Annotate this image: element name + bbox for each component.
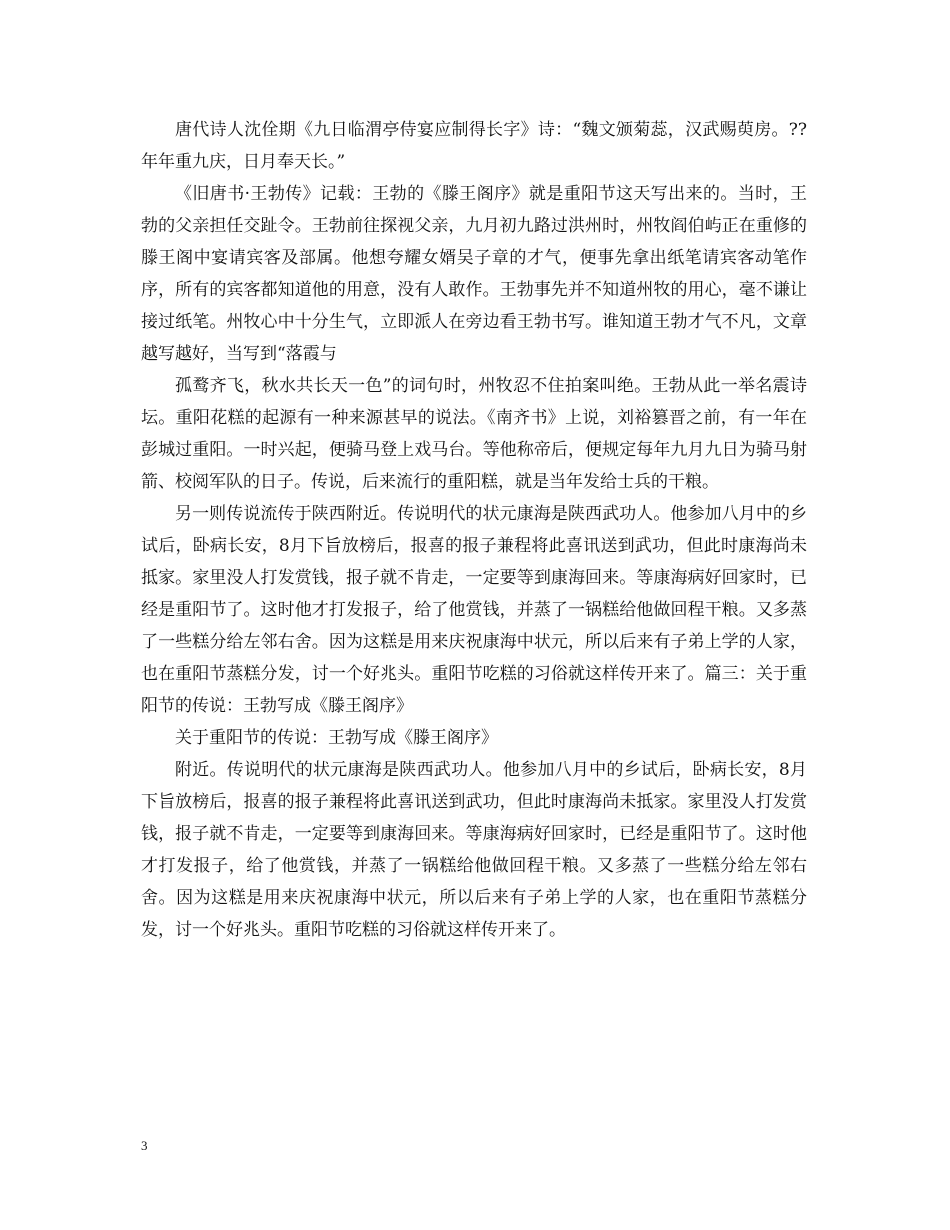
paragraph-wang-bo-story: 《旧唐书·王勃传》记载：王勃的《滕王阁序》就是重阳节这天写出来的。当时，王勃的父亲担任交趾令。王勃前往探视父亲，九月初九路过洪州时，州牧阎伯屿正在重修的滕王阁中宴请宾客及部属。他想夸耀女婿吴子章的才气，便事先拿出纸笔请宾客动笔作序，所有的宾客都知道他的用意，没有人敢作。王勃事先并不知道州牧的用心，毫不谦让接过纸笔。州牧心中十分生气，立即派人在旁边看王勃书写。谁知道王勃才气不凡，文章越写越好，当写到“落霞与 — [141, 184, 807, 364]
paragraph-poem-citation: 唐代诗人沈佺期《九日临渭亭侍宴应制得长字》诗：“魏文颁菊蕊，汉武赐萸房。??年年重九庆，日月奉天长。” — [141, 120, 807, 172]
paragraph-chongyang-cake-origin: 孤鹜齐飞，秋水共长天一色”的词句时，州牧忍不住拍案叫绝。王勃从此一举名震诗坛。重阳花糕的起源有一种来源甚早的说法。《南齐书》上说，刘裕篡晋之前，有一年在彭城过重阳。一时兴起，便骑马登上戏马台。等他称帝后，便规定每年九月九日为骑马射箭、校阅军队的日子。传说，后来流行的重阳糕，就是当年发给士兵的干粮。 — [141, 376, 807, 492]
page-number: 3 — [141, 1138, 148, 1153]
paragraph-kang-hai-legend: 另一则传说流传于陕西附近。传说明代的状元康海是陕西武功人。他参加八月中的乡试后，卧病长安，8月下旨放榜后，报喜的报子兼程将此喜讯送到武功，但此时康海尚未抵家。家里没人打发赏钱，报子就不肯走，一定要等到康海回来。等康海病好回家时，已经是重阳节了。这时他才打发报子，给了他赏钱，并蒸了一锅糕给他做回程干粮。又多蒸了一些糕分给左邻右舍。因为这糕是用来庆祝康海中状元，所以后来有子弟上学的人家，也在重阳节蒸糕分发，讨一个好兆头。重阳节吃糕的习俗就这样传开来了。篇三：关于重阳节的传说：王勃写成《滕王阁序》 — [141, 504, 807, 716]
paragraph-kang-hai-legend-repeat: 附近。传说明代的状元康海是陕西武功人。他参加八月中的乡试后，卧病长安，8月下旨放榜后，报喜的报子兼程将此喜讯送到武功，但此时康海尚未抵家。家里没人打发赏钱，报子就不肯走，一定要等到康海回来。等康海病好回家时，已经是重阳节了。这时他才打发报子，给了他赏钱，并蒸了一锅糕给他做回程干粮。又多蒸了一些糕分给左邻右舍。因为这糕是用来庆祝康海中状元，所以后来有子弟上学的人家，也在重阳节蒸糕分发，讨一个好兆头。重阳节吃糕的习俗就这样传开来了。 — [141, 760, 807, 940]
paragraph-section-heading: 关于重阳节的传说：王勃写成《滕王阁序》 — [175, 728, 498, 748]
document-body — [141, 114, 807, 946]
